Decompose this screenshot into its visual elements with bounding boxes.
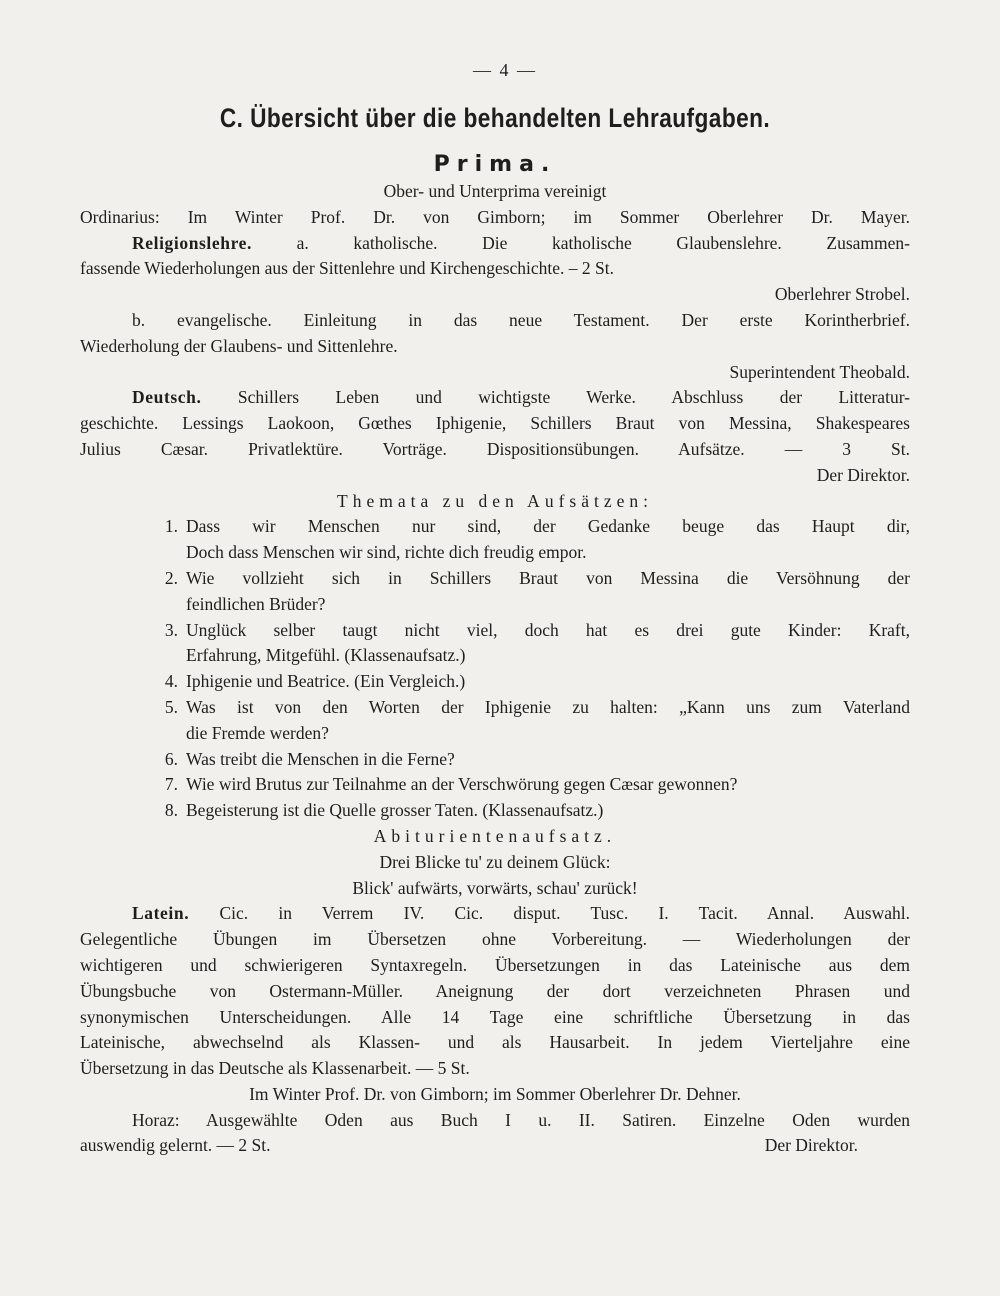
latein-line-2: Gelegentliche Übungen im Übersetzen ohne Vorbereitung. — Wiederholungen der — [80, 929, 910, 950]
latein-line-6: Lateinische, abwechselnd als Klassen- und als Hausarbeit. In jedem Vierteljahre eine — [80, 1032, 910, 1053]
abitur-title: Abiturientenaufsatz. — [373, 825, 617, 846]
theme-number — [80, 592, 186, 618]
latein-line-5: synonymischen Unterscheidungen. Alle 14 Tage eine schriftliche Übersetzung in das — [80, 1006, 910, 1027]
latein-label: Latein. — [132, 903, 190, 924]
religion-line-1-text: a. katholische. Die katholische Glaubenslehre. Zusammen- — [296, 232, 911, 253]
theme-item-line — [80, 514, 910, 540]
ordinarius-line: Ordinarius: Im Winter Prof. Dr. von Gimborn; im Sommer Oberlehrer Dr. Mayer. — [80, 206, 910, 227]
theme-item-line — [80, 721, 910, 747]
theme-number: 2. — [164, 567, 178, 588]
horaz-line-1: Horaz: Ausgewählte Oden aus Buch I u. II. Satiren. Einzelne Oden wurden — [132, 1109, 910, 1130]
theme-text: Unglück selber taugt nicht viel, doch hat es drei gute Kinder: Kraft, — [186, 619, 910, 640]
class-subtitle: Ober- und Unterprima vereinigt — [383, 181, 607, 201]
deutsch-line-1-text: Schillers Leben und wichtigste Werke. Abschluss der Litteratur- — [237, 387, 910, 408]
religion-line-2: fassende Wiederholungen aus der Sittenlehre und Kirchengeschichte. – 2 St. — [80, 258, 615, 279]
horaz-line-2: auswendig gelernt. — 2 St. — [80, 1135, 271, 1156]
theme-text: Erfahrung, Mitgefühl. (Klassenaufsatz.) — [186, 645, 466, 666]
theme-number: 8. — [164, 800, 178, 821]
theme-text: Dass wir Menschen nur sind, der Gedanke beuge das Haupt dir, — [186, 516, 910, 537]
theme-number — [80, 643, 186, 669]
deutsch-line-2: geschichte. Lessings Laokoon, Gœthes Iphigenie, Schillers Braut von Messina, Shakespeares — [80, 413, 910, 434]
themes-title: Themata zu den Aufsätzen: — [337, 490, 653, 511]
horaz-teacher: Der Direktor. — [764, 1135, 858, 1156]
religion-line-4: Wiederholung der Glaubens- und Sittenlehre. — [80, 335, 398, 356]
theme-number: 6. — [164, 748, 178, 769]
abitur-line-1: Drei Blicke tu' zu deinem Glück: — [379, 851, 611, 872]
latein-line-3: wichtigeren und schwierigeren Syntaxregeln. Übersetzungen in das Lateinische aus dem — [80, 954, 910, 975]
deutsch-line-1 — [80, 385, 910, 411]
latein-line-4: Übungsbuche von Ostermann-Müller. Aneignung der dort verzeichneten Phrasen und — [80, 980, 910, 1001]
theme-text: Was treibt die Menschen in die Ferne? — [186, 748, 455, 769]
theme-item-line — [80, 643, 910, 669]
abitur-line-2: Blick' aufwärts, vorwärts, schau' zurück! — [352, 877, 638, 898]
theme-item-line — [80, 540, 910, 566]
deutsch-label: Deutsch. — [132, 387, 202, 408]
themes-list — [80, 514, 910, 824]
theme-item-line — [80, 566, 910, 592]
latein-line-7: Übersetzung in das Deutsche als Klassenarbeit. — 5 St. — [80, 1058, 470, 1079]
theme-item-line — [80, 798, 910, 824]
theme-item-line — [80, 772, 910, 798]
theme-number: 7. — [164, 774, 178, 795]
theme-text: Was ist von den Worten der Iphigenie zu halten: „Kann uns zum Vaterland — [186, 696, 910, 717]
theme-number — [80, 540, 186, 566]
theme-text: Iphigenie und Beatrice. (Ein Vergleich.) — [186, 671, 466, 692]
theme-text: Wie wird Brutus zur Teilnahme an der Verschwörung gegen Cæsar gewonnen? — [186, 774, 738, 795]
latein-line-1 — [80, 901, 910, 927]
theme-item-line — [80, 592, 910, 618]
theme-item-line — [80, 618, 910, 644]
theme-text: Doch dass Menschen wir sind, richte dich freudig empor. — [186, 542, 587, 563]
religion-line-1 — [80, 231, 910, 257]
latein-teachers: Im Winter Prof. Dr. von Gimborn; im Sommer Oberlehrer Dr. Dehner. — [249, 1083, 741, 1104]
theme-number: 3. — [164, 619, 178, 640]
theme-item-line — [80, 695, 910, 721]
class-title: Prima. — [433, 152, 557, 177]
latein-section — [80, 901, 910, 1159]
theme-number: 4. — [164, 671, 178, 692]
theme-text: feindlichen Brüder? — [186, 593, 326, 614]
theme-number: 5. — [164, 696, 178, 717]
deutsch-line-3: Julius Cæsar. Privatlektüre. Vorträge. Dispositionsübungen. Aufsätze. — 3 St. — [80, 438, 910, 459]
religion-line-3: b. evangelische. Einleitung in das neue Testament. Der erste Korintherbrief. — [132, 309, 910, 330]
deutsch-teacher: Der Direktor. — [816, 464, 910, 485]
theme-text: Begeisterung ist die Quelle grosser Taten. (Klassenaufsatz.) — [186, 800, 604, 821]
page-number: — 4 — — [473, 60, 537, 80]
theme-text: die Fremde werden? — [186, 722, 329, 743]
theme-item-line — [80, 669, 910, 695]
theme-item-line — [80, 747, 910, 773]
theme-number: 1. — [164, 516, 178, 537]
religion-teacher-a: Oberlehrer Strobel. — [774, 284, 910, 305]
religion-section — [80, 231, 910, 386]
theme-number — [80, 721, 186, 747]
latein-line-1-text: Cic. in Verrem IV. Cic. disput. Tusc. I. Tacit. Annal. Auswahl. — [219, 903, 910, 924]
religion-label: Religionslehre. — [132, 232, 252, 253]
deutsch-section — [80, 385, 910, 901]
horaz-line-2-row — [80, 1133, 910, 1159]
theme-text: Wie vollzieht sich in Schillers Braut von Messina die Versöhnung der — [186, 567, 910, 588]
religion-teacher-b: Superintendent Theobald. — [729, 361, 910, 382]
section-heading: C. Übersicht über die behandelten Lehraufgaben. — [219, 103, 771, 133]
